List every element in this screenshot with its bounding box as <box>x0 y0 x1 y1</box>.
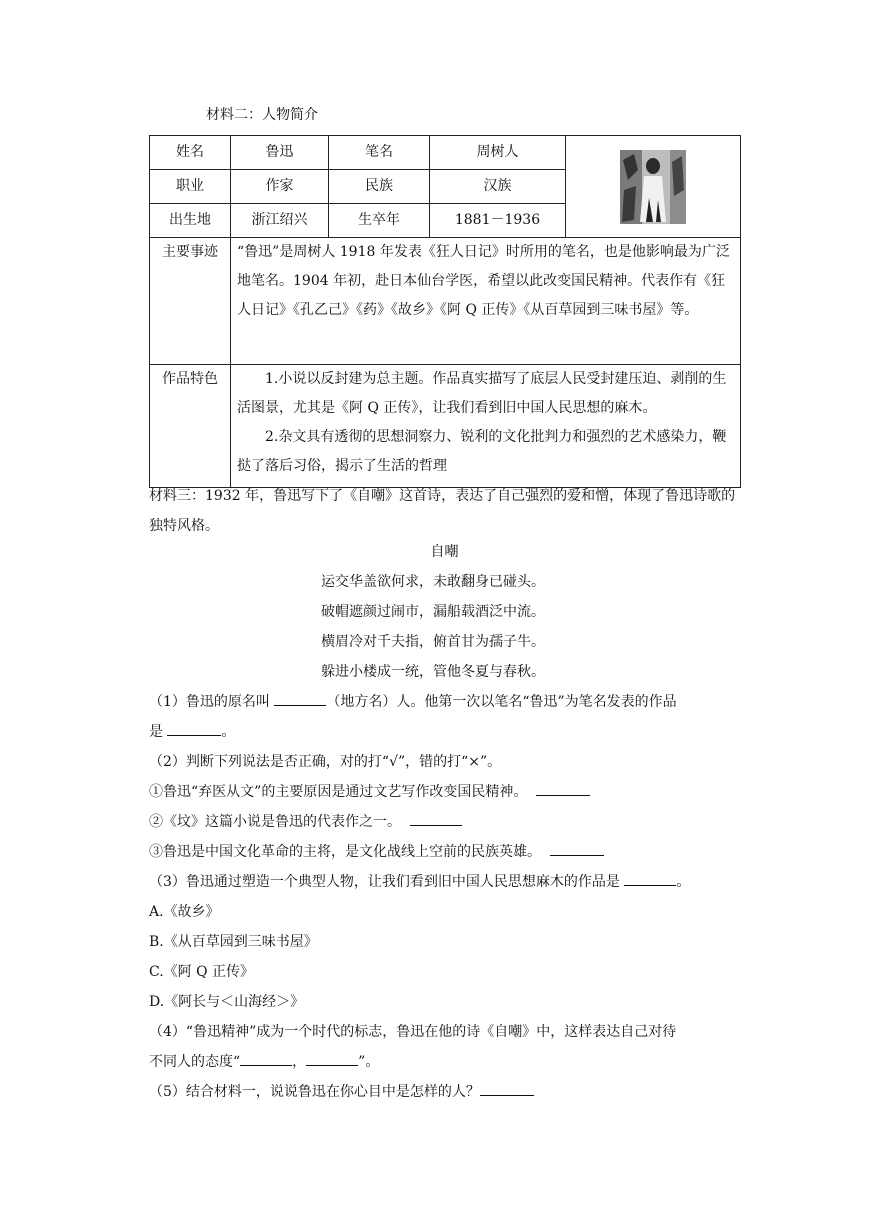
question-5: （5）结合材料一，说说鲁迅在你心目中是怎样的人？ <box>149 1081 534 1101</box>
features-text <box>231 365 741 488</box>
feature-1: 1.小说以反封建为总主题。作品真实描写了底层人民受封建压迫、剥削的生活图景，尤其是《阿 Q 正传》，让我们看到旧中国人民思想的麻木。 <box>237 371 727 416</box>
pen-value: 周树人 <box>430 136 566 170</box>
poem-line: 躲进小楼成一统，管他冬夏与春秋。 <box>321 664 545 680</box>
feature-2: 2.杂文具有透彻的思想洞察力、锐利的文化批判力和强烈的艺术感染力，鞭挞了落后习俗，揭示了生活的哲理 <box>237 429 727 474</box>
option-b: B.《从百草园到三味书屋》 <box>149 934 318 950</box>
answer-blank[interactable] <box>240 1051 292 1066</box>
question-2-item-2: ②《坟》这篇小说是鲁迅的代表作之一。 <box>149 811 462 831</box>
material3-text: 材料三：1932 年，鲁迅写下了《自嘲》这首诗，表达了自己强烈的爱和憎，体现了鲁迅诗歌的独特风格。 <box>149 488 736 534</box>
job-label: 职业 <box>150 170 231 204</box>
question-4-line2: 不同人的态度“ ， ”。 <box>149 1051 379 1071</box>
poem-line: 破帽遮颜过闹市，漏船载酒泛中流。 <box>321 604 545 620</box>
nation-value: 汉族 <box>430 170 566 204</box>
question-2: （2）判断下列说法是否正确，对的打“√”，错的打“×”。 <box>149 754 502 770</box>
features-label: 作品特色 <box>150 365 231 488</box>
option-d: D.《阿长与＜山海经＞》 <box>149 994 305 1010</box>
birthplace-value: 浙江绍兴 <box>231 204 329 238</box>
answer-blank[interactable] <box>167 721 221 736</box>
question-4-line1: （4）“鲁迅精神”成为一个时代的标志，鲁迅在他的诗《自嘲》中，这样表达自己对待 <box>149 1024 677 1040</box>
question-1-line2: 是 。 <box>149 721 235 741</box>
question-2-item-3: ③鲁迅是中国文化革命的主将，是文化战线上空前的民族英雄。 <box>149 841 604 861</box>
poem-line: 运交华盖欲何求，未敢翻身已碰头。 <box>321 574 545 590</box>
answer-blank[interactable] <box>536 781 590 796</box>
answer-blank[interactable] <box>550 841 604 856</box>
nation-label: 民族 <box>329 170 430 204</box>
question-1-line1: （1）鲁迅的原名叫 （地方名）人。他第一次以笔名“鲁迅”为笔名发表的作品 <box>149 691 677 711</box>
answer-blank[interactable] <box>624 871 676 886</box>
answer-blank[interactable] <box>306 1051 358 1066</box>
portrait-cell <box>566 136 741 238</box>
answer-blank[interactable] <box>274 691 326 706</box>
pen-label: 笔名 <box>329 136 430 170</box>
answer-blank[interactable] <box>410 811 462 826</box>
deeds-text: “鲁迅”是周树人 1918 年发表《狂人日记》时所用的笔名，也是他影响最为广泛地笔名。1904 年初，赴日本仙台学医，希望以此改变国民精神。代表作有《狂人日记》《孔乙己》《药》《故乡》《阿 Q 正传》《从百草园到三味书屋》等。 <box>231 238 741 365</box>
years-label: 生卒年 <box>329 204 430 238</box>
job-value: 作家 <box>231 170 329 204</box>
poem-title: 自嘲 <box>430 544 459 560</box>
name-value: 鲁迅 <box>231 136 329 170</box>
material2-title: 材料二：人物简介 <box>206 107 318 123</box>
profile-table <box>149 135 741 488</box>
birthplace-label: 出生地 <box>150 204 231 238</box>
question-2-item-1: ①鲁迅“弃医从文”的主要原因是通过文艺写作改变国民精神。 <box>149 781 590 801</box>
portrait-photo <box>620 150 686 224</box>
deeds-label: 主要事迹 <box>150 238 231 365</box>
answer-blank[interactable] <box>480 1081 534 1096</box>
poem-line: 横眉冷对千夫指，俯首甘为孺子牛。 <box>321 634 545 650</box>
option-c: C.《阿 Q 正传》 <box>149 964 255 980</box>
years-value: 1881－1936 <box>430 204 566 238</box>
question-3: （3）鲁迅通过塑造一个典型人物，让我们看到旧中国人民思想麻木的作品是 。 <box>149 871 690 891</box>
name-label: 姓名 <box>150 136 231 170</box>
option-a: A.《故乡》 <box>149 904 220 920</box>
